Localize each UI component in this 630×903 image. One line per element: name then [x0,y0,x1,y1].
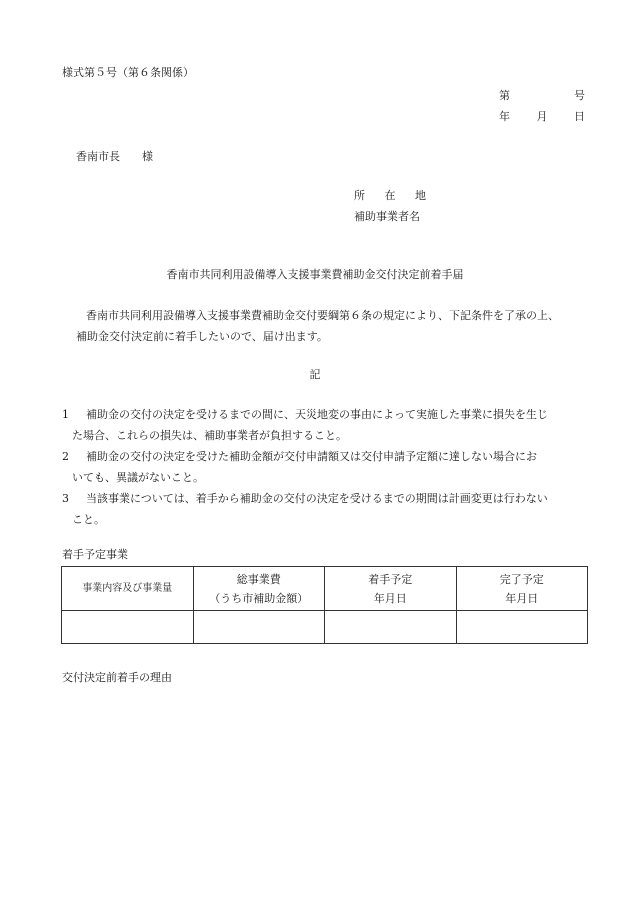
header-content: 事業内容及び事業量 [62,567,194,611]
date-month: 月 [536,110,548,123]
condition-text: 補助金の交付の決定を受けるまでの間に、天災地変の事由によって実施した事業に損失を生じ [86,408,548,421]
reason-heading: 交付決定前着手の理由 [62,671,172,684]
header-start-label: 着手予定 [368,572,413,586]
date-day: 日 [574,110,585,123]
cell-end-date[interactable] [456,611,588,644]
conditions-list [62,404,592,530]
date-year: 年 [499,110,510,123]
doc-number-prefix: 第 [499,89,510,102]
body-line: 補助金交付決定前に着手したいので、届け出ます。 [76,330,328,343]
planned-start-heading: 着手予定事業 [62,548,128,561]
condition-text-cont: いても、異議がないこと。 [72,471,204,484]
condition-item [62,488,592,530]
condition-item [62,404,592,446]
address-label-char: 所 [354,189,365,202]
header-total-cost-sub: （うち市補助金額） [209,591,309,605]
condition-text-cont: た場合、これらの損失は、補助事業者が負担すること。 [72,429,347,442]
condition-text: 当該事業については、着手から補助金の交付の決定を受けるまでの期間は計画変更は行わない [86,492,548,505]
header-start [325,567,457,611]
applicant-name-label: 補助事業者名 [354,210,420,223]
address-label [354,187,426,203]
form-number: 様式第５号（第６条関係） [62,66,194,79]
condition-number: 1 [62,408,69,421]
header-total-cost [193,567,325,611]
condition-number: 3 [62,492,69,505]
cell-start-date[interactable] [325,611,457,644]
condition-number: 2 [62,450,69,463]
addressee: 香南市長 様 [76,150,153,163]
cell-total-cost[interactable] [193,611,325,644]
header-end-label: 完了予定 [499,572,544,586]
body-paragraph [62,305,592,347]
cell-content[interactable] [62,611,194,644]
document-number [499,87,585,103]
condition-item [62,446,592,488]
table-header-row [62,567,588,611]
header-start-sub: 年月日 [373,591,407,605]
planned-start-table [61,566,588,644]
address-label-char: 地 [415,189,426,202]
header-end-sub: 年月日 [505,591,539,605]
header-total-cost-label: 総事業費 [236,572,281,586]
ki-heading: 記 [309,368,321,381]
body-line: 香南市共同利用設備導入支援事業費補助金交付要綱第６条の規定により、下記条件を了承の上、 [86,309,559,322]
doc-number-suffix: 号 [574,89,585,102]
document-date [499,108,585,124]
table-row [62,611,588,644]
document-title: 香南市共同利用設備導入支援事業費補助金交付決定前着手届 [166,268,464,281]
condition-text-cont: こと。 [72,513,105,526]
header-end [456,567,588,611]
address-label-char: 在 [384,189,396,202]
condition-text: 補助金の交付の決定を受けた補助金額が交付申請額又は交付申請予定額に達しない場合にお [86,450,537,463]
